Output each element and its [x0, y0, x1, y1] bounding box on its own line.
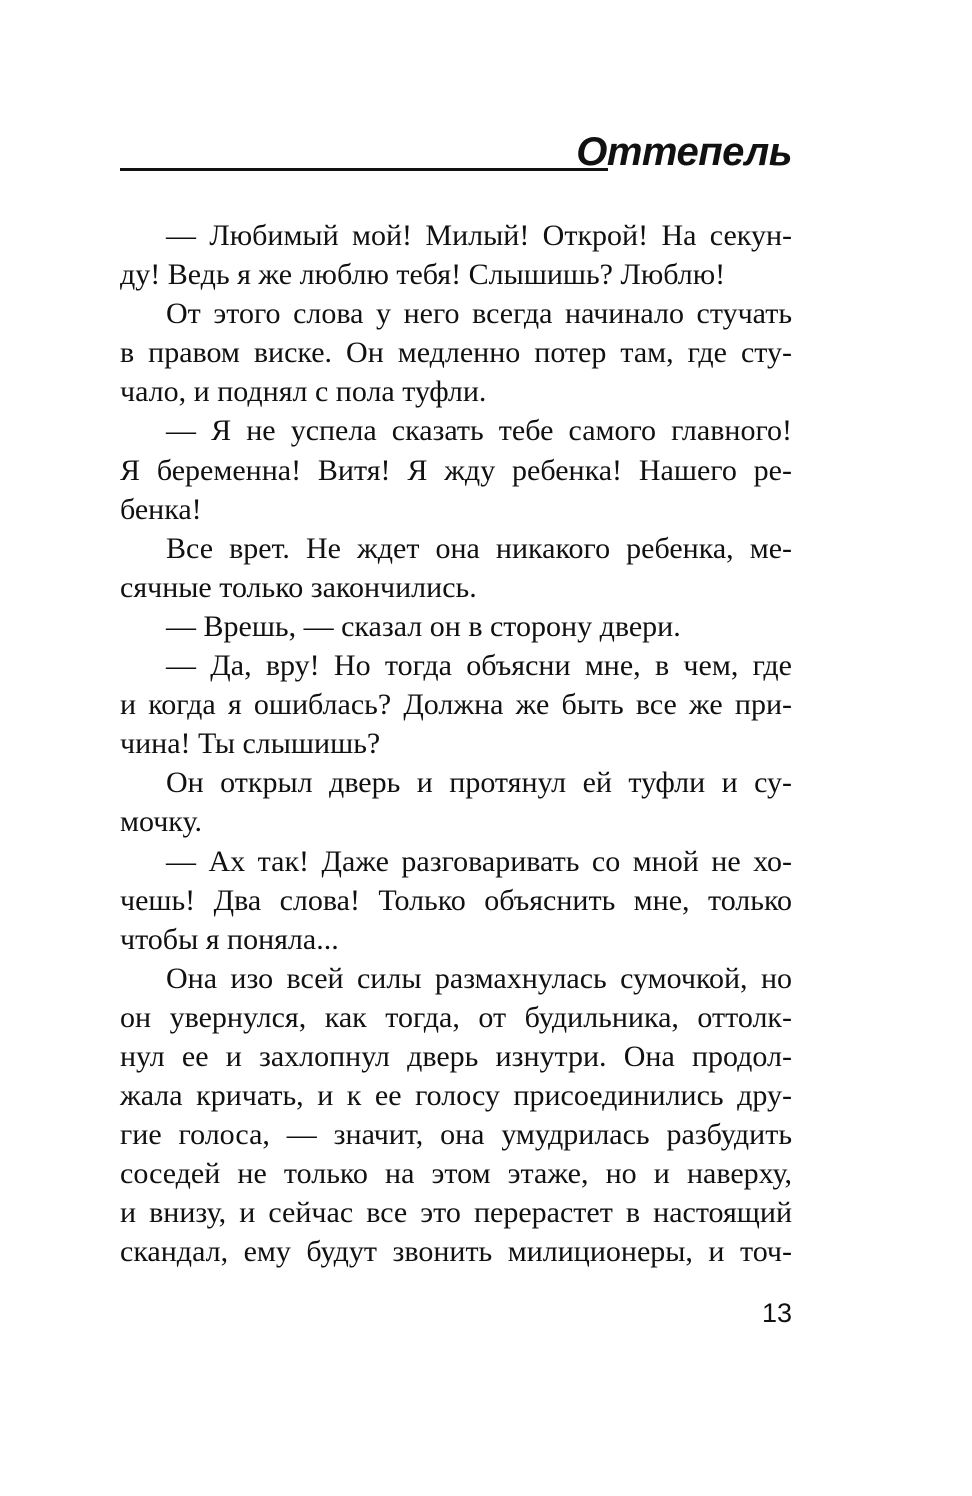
- text-line: соседей не только на этом этаже, но и наверху,: [120, 1157, 792, 1191]
- text-line: Все врет. Не ждет она никакого ребенка, ме-: [166, 531, 792, 565]
- text-line: От этого слова у него всегда начинало стучать: [166, 297, 792, 331]
- text-line: — Я не успела сказать тебе самого главного!: [166, 414, 792, 448]
- text-line: Я беременна! Витя! Я жду ребенка! Нашего ре-: [120, 453, 792, 487]
- text-line: — Врешь, — сказал он в сторону двери.: [166, 609, 681, 643]
- text-line: Она изо всей силы размахнулась сумочкой, но: [166, 961, 792, 995]
- text-line: чешь! Два слова! Только объяснить мне, только: [120, 883, 792, 917]
- text-line: и внизу, и сейчас все это перерастет в настоящий: [120, 1196, 792, 1230]
- text-line: сячные только закончились.: [120, 570, 477, 604]
- text-line: скандал, ему будут звонить милиционеры, и точ-: [120, 1235, 792, 1269]
- page-number: 13: [761, 1298, 792, 1328]
- body-text: [120, 216, 792, 1272]
- running-head: Оттепель: [576, 130, 792, 174]
- text-line: — Да, вру! Но тогда объясни мне, в чем, где: [166, 649, 792, 683]
- text-line: Он открыл дверь и протянул ей туфли и су-: [166, 766, 792, 800]
- text-line: он увернулся, как тогда, от будильника, оттолк-: [120, 1000, 792, 1034]
- text-line: чина! Ты слышишь?: [120, 727, 381, 761]
- text-line: гие голоса, — значит, она умудрилась разбудить: [120, 1118, 792, 1152]
- text-line: нул ее и захлопнул дверь изнутри. Она продол-: [120, 1039, 792, 1073]
- text-line: чало, и поднял с пола туфли.: [120, 375, 487, 409]
- header-rule: [120, 168, 608, 171]
- text-line: в правом виске. Он медленно потер там, где сту-: [120, 336, 792, 370]
- text-line: ду! Ведь я же люблю тебя! Слышишь? Люблю!: [120, 258, 726, 292]
- text-line: мочку.: [120, 805, 202, 839]
- text-line: чтобы я поняла...: [120, 922, 339, 956]
- text-line: — Ах так! Даже разговаривать со мной не хо-: [166, 844, 792, 878]
- text-line: жала кричать, и к ее голосу присоединились дру-: [120, 1079, 792, 1113]
- text-line: — Любимый мой! Милый! Открой! На секун-: [166, 219, 792, 252]
- text-line: и когда я ошиблась? Должна же быть все же при-: [120, 688, 792, 722]
- text-line: бенка!: [120, 492, 202, 526]
